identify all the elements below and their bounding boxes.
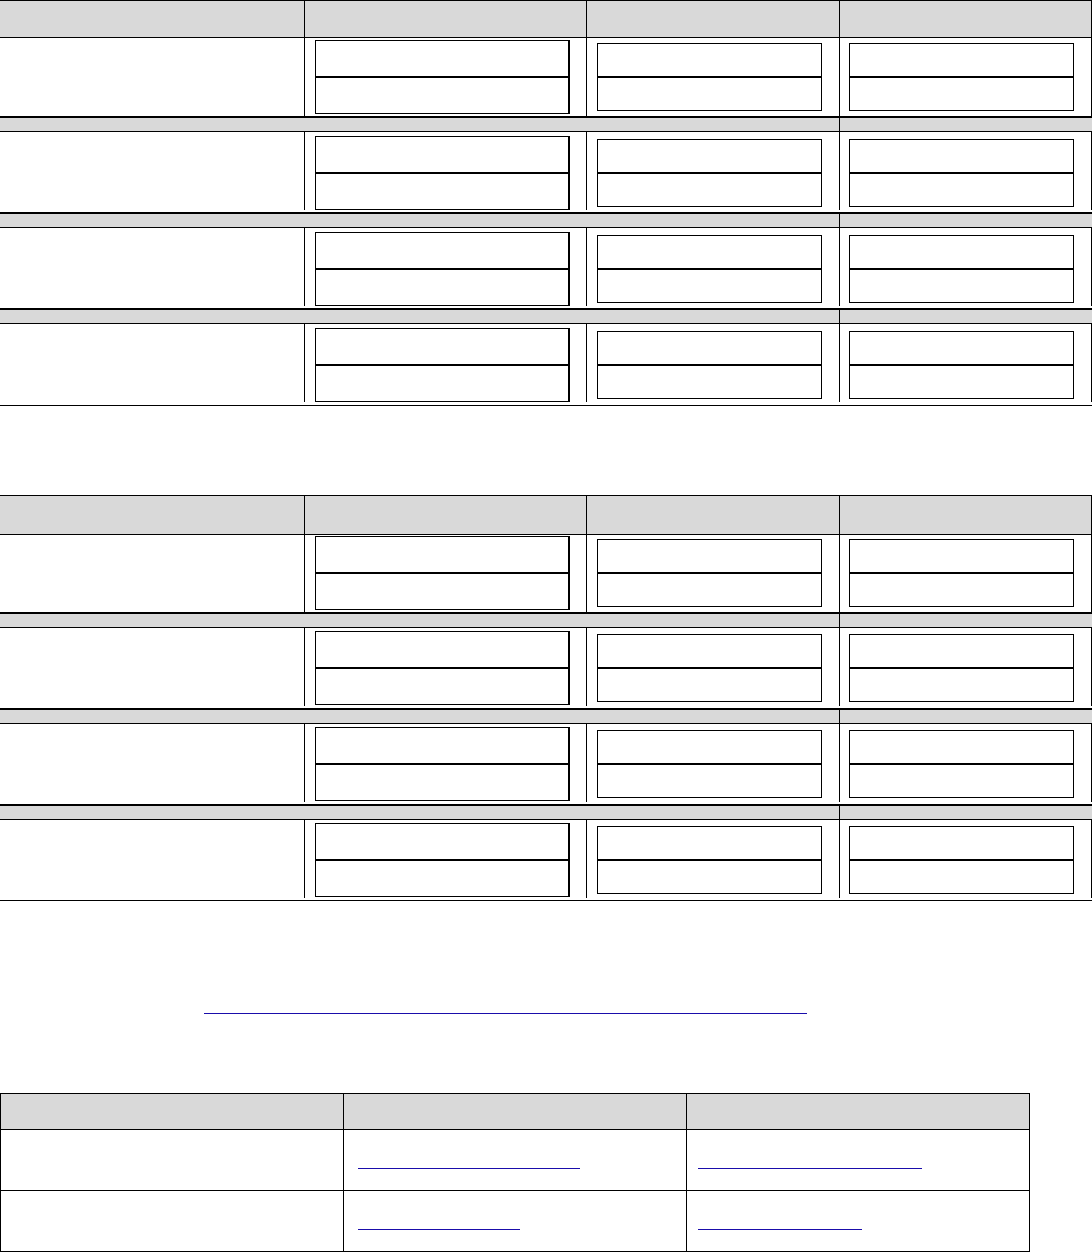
input-field[interactable] bbox=[849, 43, 1074, 77]
input-field[interactable] bbox=[315, 823, 570, 860]
input-field[interactable] bbox=[315, 631, 570, 668]
row-link[interactable] bbox=[698, 1168, 922, 1169]
group-label bbox=[0, 628, 304, 706]
group-label bbox=[0, 228, 304, 306]
input-field[interactable] bbox=[849, 269, 1074, 303]
header-divider bbox=[839, 1, 840, 38]
input-field[interactable] bbox=[315, 727, 570, 764]
input-field[interactable] bbox=[597, 331, 822, 365]
input-field[interactable] bbox=[315, 668, 570, 705]
section-separator bbox=[0, 708, 1092, 724]
input-field[interactable] bbox=[849, 634, 1074, 668]
table-group bbox=[0, 228, 1092, 306]
input-field[interactable] bbox=[849, 77, 1074, 111]
table-header-row bbox=[0, 0, 1092, 38]
input-field[interactable] bbox=[597, 668, 822, 702]
table-group bbox=[0, 324, 1092, 402]
input-field[interactable] bbox=[315, 232, 570, 269]
input-field[interactable] bbox=[849, 573, 1074, 607]
section-separator bbox=[0, 804, 1092, 820]
input-field[interactable] bbox=[597, 43, 822, 77]
input-field[interactable] bbox=[597, 539, 822, 573]
input-field[interactable] bbox=[315, 328, 570, 365]
input-field[interactable] bbox=[315, 860, 570, 897]
input-field[interactable] bbox=[849, 331, 1074, 365]
row-link[interactable] bbox=[358, 1229, 520, 1230]
group-label bbox=[0, 38, 304, 116]
input-field[interactable] bbox=[849, 730, 1074, 764]
input-field[interactable] bbox=[849, 235, 1074, 269]
table-group bbox=[0, 820, 1092, 898]
input-field[interactable] bbox=[315, 173, 570, 210]
input-field[interactable] bbox=[597, 77, 822, 111]
header-divider bbox=[304, 1, 305, 38]
section-separator bbox=[0, 212, 1092, 228]
input-field[interactable] bbox=[597, 730, 822, 764]
table-group bbox=[0, 628, 1092, 706]
header-divider bbox=[586, 1, 587, 38]
group-label bbox=[0, 324, 304, 402]
input-field[interactable] bbox=[315, 269, 570, 306]
group-label bbox=[0, 132, 304, 210]
table-group bbox=[0, 535, 1092, 613]
input-field[interactable] bbox=[849, 764, 1074, 798]
input-field[interactable] bbox=[597, 139, 822, 173]
input-field[interactable] bbox=[597, 826, 822, 860]
input-field[interactable] bbox=[597, 173, 822, 207]
input-field[interactable] bbox=[597, 269, 822, 303]
table-group bbox=[0, 724, 1092, 802]
input-field[interactable] bbox=[315, 764, 570, 801]
input-field[interactable] bbox=[849, 826, 1074, 860]
input-field[interactable] bbox=[315, 77, 570, 114]
input-field[interactable] bbox=[315, 365, 570, 402]
group-label bbox=[0, 535, 304, 613]
input-field[interactable] bbox=[849, 173, 1074, 207]
section-separator bbox=[0, 116, 1092, 132]
table-group bbox=[0, 132, 1092, 210]
row-link[interactable] bbox=[698, 1229, 862, 1230]
table-header-row bbox=[0, 495, 1092, 535]
group-label bbox=[0, 820, 304, 898]
input-field[interactable] bbox=[315, 40, 570, 77]
input-field[interactable] bbox=[315, 573, 570, 610]
table-row bbox=[0, 1130, 1030, 1191]
input-field[interactable] bbox=[849, 668, 1074, 702]
section-separator bbox=[0, 308, 1092, 324]
input-field[interactable] bbox=[597, 634, 822, 668]
input-field[interactable] bbox=[315, 136, 570, 173]
input-field[interactable] bbox=[597, 365, 822, 399]
section-separator bbox=[0, 612, 1092, 628]
input-field[interactable] bbox=[597, 764, 822, 798]
table-group bbox=[0, 38, 1092, 116]
group-label bbox=[0, 724, 304, 802]
input-field[interactable] bbox=[849, 365, 1074, 399]
input-field[interactable] bbox=[597, 573, 822, 607]
hyperlink[interactable] bbox=[204, 1013, 807, 1014]
input-field[interactable] bbox=[315, 536, 570, 573]
input-field[interactable] bbox=[597, 860, 822, 894]
table-header-row bbox=[0, 1093, 1030, 1130]
input-field[interactable] bbox=[849, 139, 1074, 173]
row-link[interactable] bbox=[358, 1168, 580, 1169]
input-field[interactable] bbox=[849, 860, 1074, 894]
input-field[interactable] bbox=[849, 539, 1074, 573]
table-row bbox=[0, 1191, 1030, 1252]
input-field[interactable] bbox=[597, 235, 822, 269]
